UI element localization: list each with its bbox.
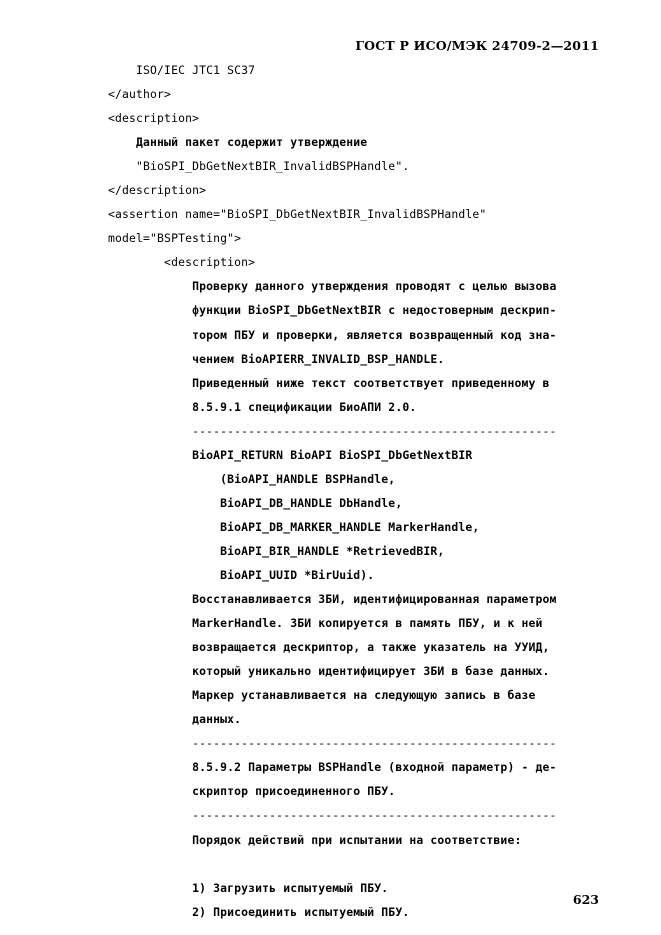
document-line: <assertion name="BioSPI_DbGetNextBIR_InvalidBSPHandle" — [108, 207, 487, 222]
document-line: чением BioAPIERR_INVALID_BSP_HANDLE. — [108, 351, 445, 366]
document-line: </author> — [108, 87, 172, 102]
document-line: тором ПБУ и проверки, является возвращенный код зна- — [108, 327, 557, 342]
document-line: BioAPI_DB_MARKER_HANDLE MarkerHandle, — [108, 519, 480, 534]
document-line: BioAPI_BIR_HANDLE *RetrievedBIR, — [108, 543, 445, 558]
document-line: ---------------------------------------------------- — [108, 423, 557, 438]
document-line: возвращается дескриптор, а также указатель на УУИД, — [108, 640, 550, 655]
document-line: ISO/IEC JTC1 SC37 — [108, 63, 256, 77]
page-header-standard-title: ГОСТ Р ИСО/МЭК 24709-2—2011 — [355, 38, 599, 53]
document-line: данных. — [108, 712, 242, 727]
document-line: ---------------------------------------------------- — [108, 736, 557, 751]
document-line: Проверку данного утверждения проводят с целью вызова — [108, 279, 557, 294]
document-line: "BioSPI_DbGetNextBIR_InvalidBSPHandle". — [108, 159, 410, 174]
document-line: BioAPI_DB_HANDLE DbHandle, — [108, 495, 403, 510]
document-line: 8.5.9.2 Параметры BSPHandle (входной параметр) - де- — [108, 760, 557, 775]
document-line: 2) Присоединить испытуемый ПБУ. — [108, 904, 410, 919]
document-line: Данный пакет содержит утверждение — [108, 135, 368, 150]
document-line: 1) Загрузить испытуемый ПБУ. — [108, 880, 389, 895]
document-line: <description> — [108, 255, 256, 270]
document-line: Приведенный ниже текст соответствует приведенному в — [108, 375, 550, 390]
document-line: BioAPI_UUID *BirUuid). — [108, 567, 375, 582]
document-line: функции BioSPI_DbGetNextBIR с недостоверным дескрип- — [108, 303, 557, 318]
page-number: 623 — [572, 892, 599, 907]
document-line: BioAPI_RETURN BioAPI BioSPI_DbGetNextBIR — [108, 447, 473, 462]
document-line: Восстанавливается ЗБИ, идентифицированная параметром — [108, 592, 557, 607]
document-line: <description> — [108, 111, 200, 126]
document-line: MarkerHandle. ЗБИ копируется в память ПБУ, и к ней — [108, 616, 543, 631]
document-line — [108, 852, 608, 876]
document-line: который уникально идентифицирует ЗБИ в базе данных. — [108, 664, 550, 679]
document-line: model="BSPTesting"> — [108, 231, 242, 246]
document-line: ---------------------------------------------------- — [108, 808, 557, 823]
document-line: Порядок действий при испытании на соответствие: — [108, 832, 522, 847]
document-line: </description> — [108, 183, 207, 198]
document-line: (BioAPI_HANDLE BSPHandle, — [108, 471, 396, 486]
document-line: скриптор присоединенного ПБУ. — [108, 784, 396, 799]
document-body — [108, 58, 608, 924]
document-line: 8.5.9.1 спецификации БиоАПИ 2.0. — [108, 399, 417, 414]
document-line: Маркер устанавливается на следующую запись в базе — [108, 688, 536, 703]
